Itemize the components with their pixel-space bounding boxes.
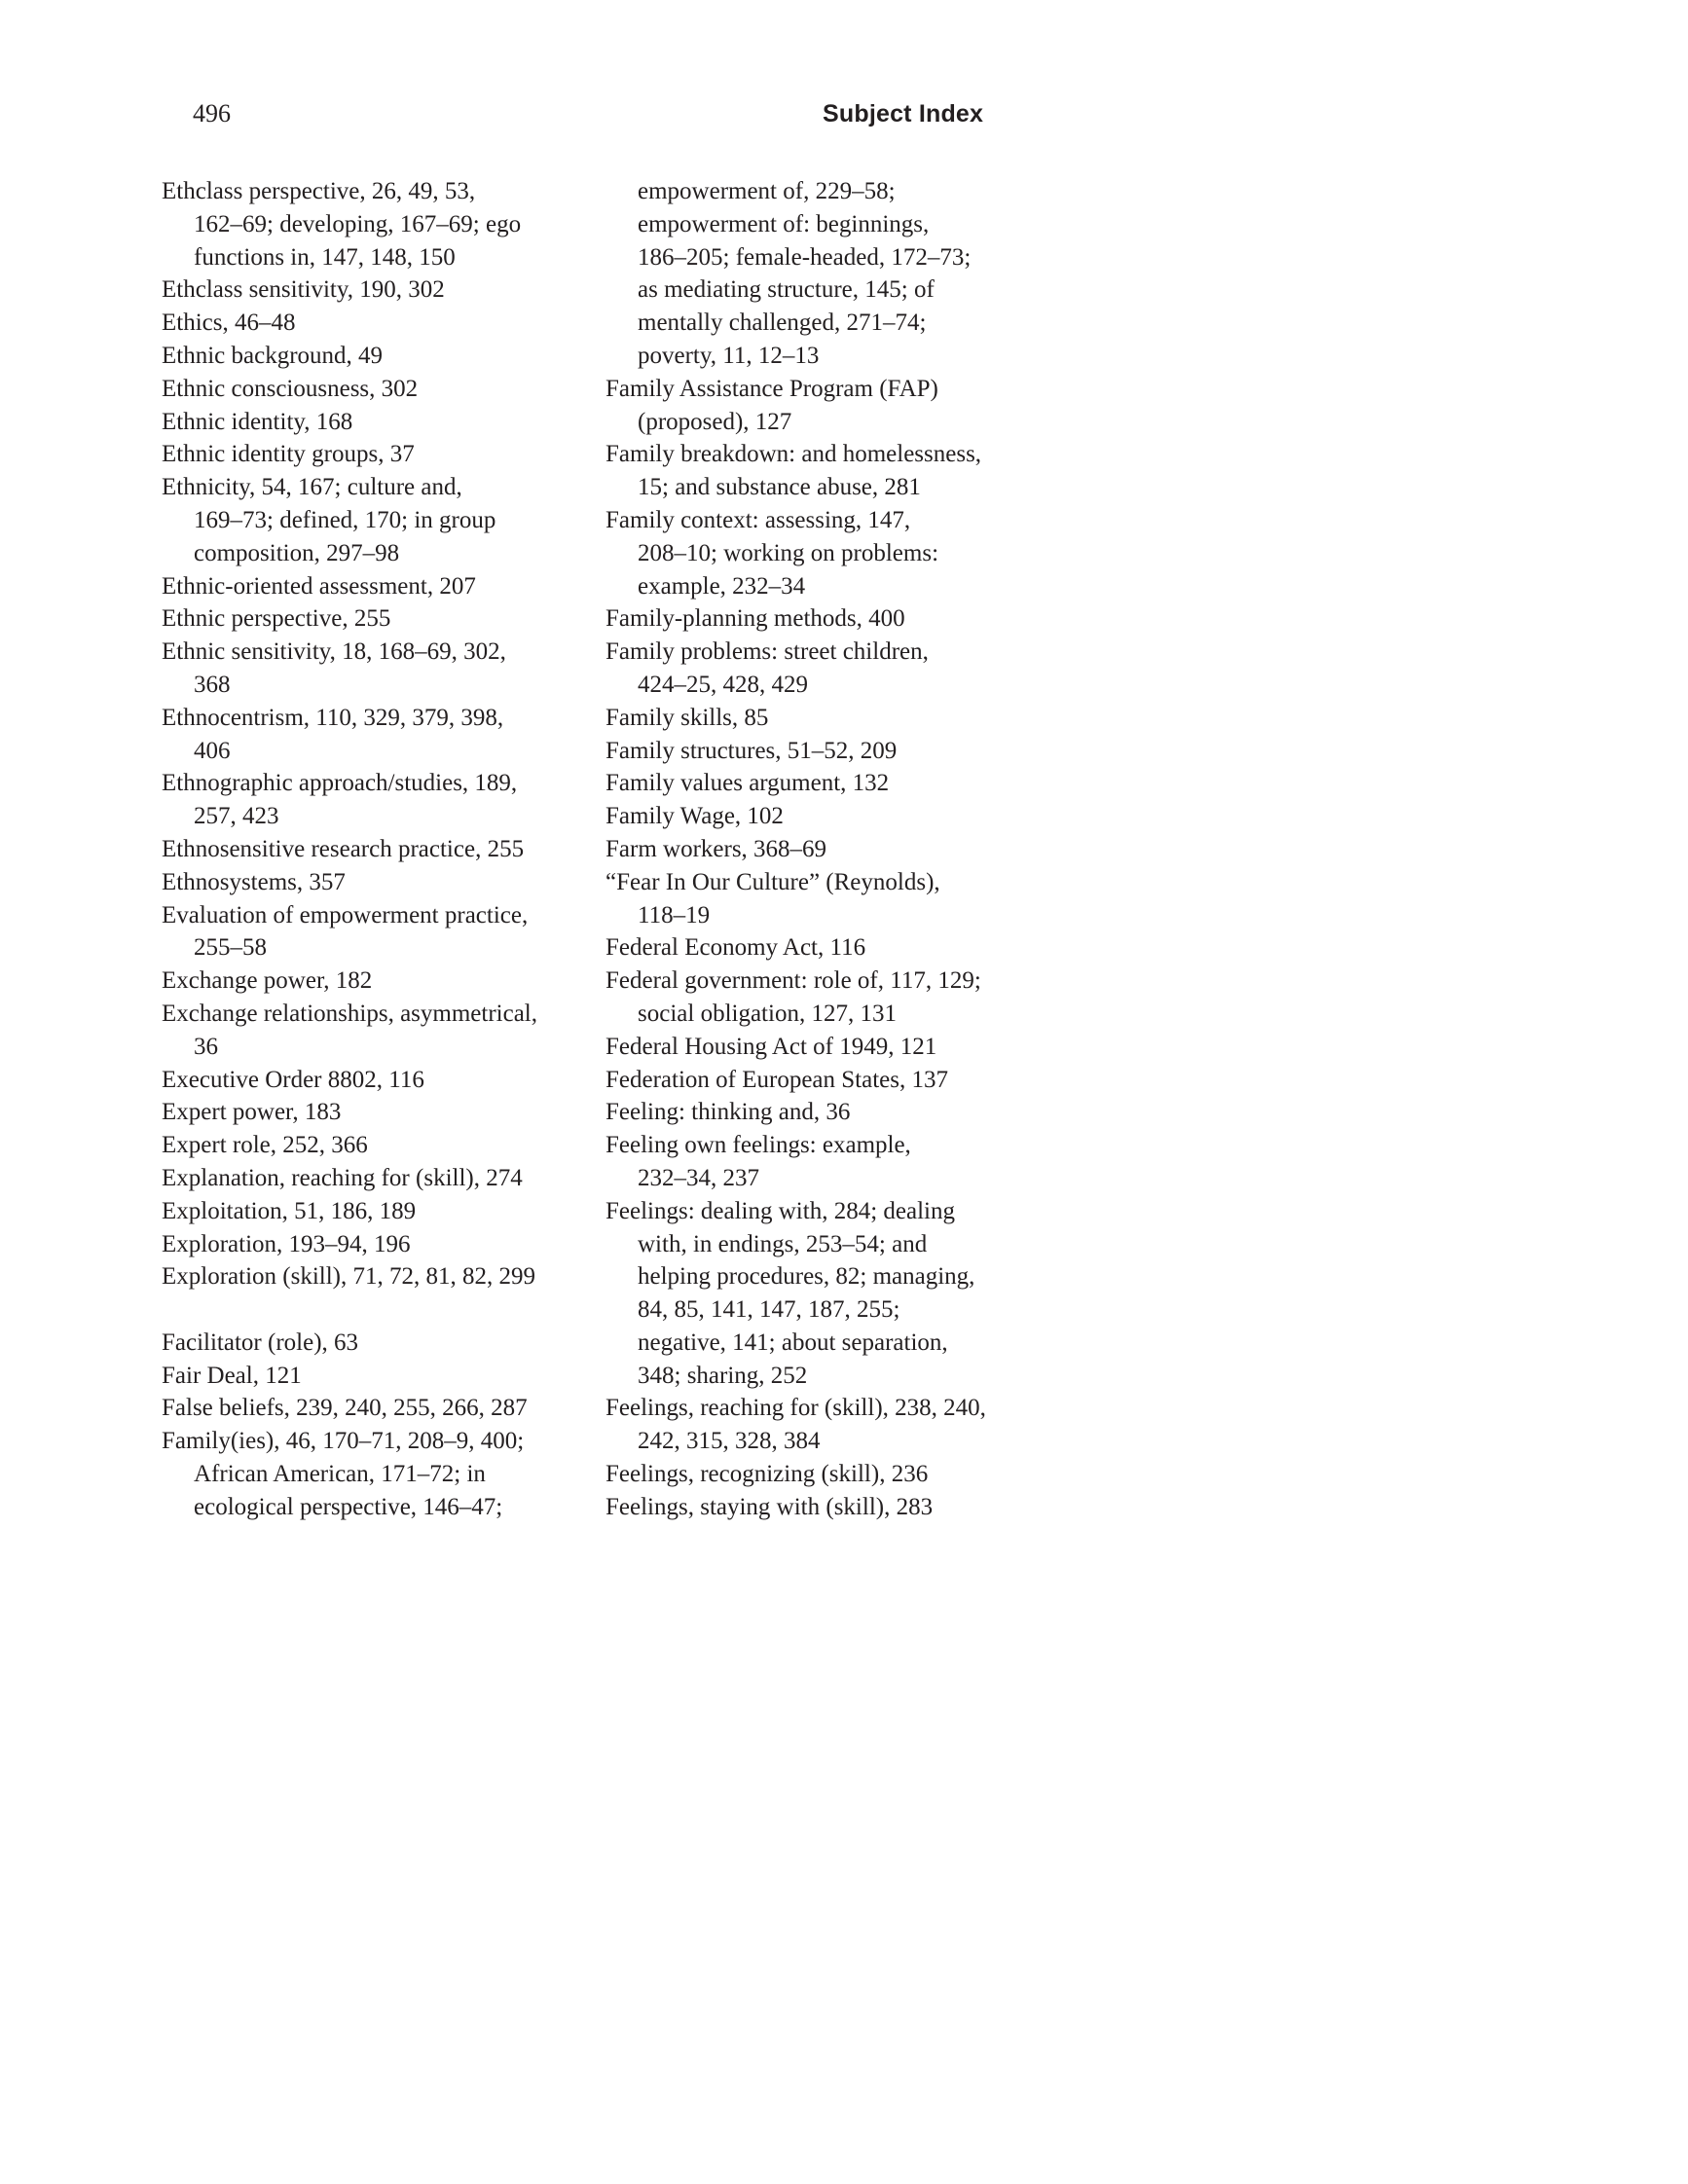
index-entry: Family Wage, 102 [605, 803, 784, 830]
index-entry: Ethnic consciousness, 302 [162, 375, 419, 402]
index-entry: Ethclass sensitivity, 190, 302 [162, 276, 445, 304]
index-entry: Family context: assessing, 147, 208–10; working on problems: example, 232–34 [605, 506, 939, 600]
index-entry: Feelings: dealing with, 284; dealing with, in endings, 253–54; and helping procedures, 82; managing, 84, 85, 141, 147, 187, 255; negative, 141; about separation, 348; sharing, 252 [605, 1197, 975, 1389]
index-entry: Exchange power, 182 [162, 967, 373, 995]
index-entry: Feelings, staying with (skill), 283 [605, 1493, 934, 1520]
index-entry: Federal government: role of, 117, 129; social obligation, 127, 131 [605, 967, 981, 1027]
index-entry: Ethnic perspective, 255 [162, 605, 391, 633]
index-column-left [162, 175, 570, 1524]
index-entry: Ethnographic approach/studies, 189, 257, 423 [162, 770, 518, 830]
index-entry: Feeling: thinking and, 36 [605, 1099, 851, 1126]
index-entry: Feelings, reaching for (skill), 238, 240, 242, 315, 328, 384 [605, 1395, 986, 1455]
index-entry: “Fear In Our Culture” (Reynolds), 118–19 [605, 868, 940, 928]
index-entry: Family Assistance Program (FAP) (proposed), 127 [605, 375, 938, 435]
index-entry-continuation: empowerment of, 229–58; empowerment of: beginnings, 186–205; female-headed, 172–73; as mediating structure, 145; of mentally challenged, 271–74; poverty, 11, 12–13 [638, 178, 972, 369]
index-entry: Feelings, recognizing (skill), 236 [605, 1461, 929, 1488]
index-entry: Executive Order 8802, 116 [162, 1066, 424, 1093]
page-number: 496 [193, 99, 231, 127]
index-entry: Family skills, 85 [605, 704, 769, 731]
index-entry: Farm workers, 368–69 [605, 835, 827, 862]
index-entry: Ethclass perspective, 26, 49, 53, 162–69; developing, 167–69; ego functions in, 147, 148, 150 [162, 178, 522, 271]
index-entry: Family breakdown: and homelessness, 15; and substance abuse, 281 [605, 441, 982, 501]
index-entry: Ethnocentrism, 110, 329, 379, 398, 406 [162, 704, 504, 764]
index-entry: Federation of European States, 137 [605, 1066, 948, 1093]
index-entry: Ethnic sensitivity, 18, 168–69, 302, 368 [162, 638, 506, 698]
index-entry: Explanation, reaching for (skill), 274 [162, 1164, 523, 1191]
index-entry: Ethnic identity groups, 37 [162, 441, 415, 468]
index-entry: Ethnosensitive research practice, 255 [162, 835, 525, 862]
index-entry: Family problems: street children, 424–25, 428, 429 [605, 638, 929, 698]
index-entry: Feeling own feelings: example, 232–34, 237 [605, 1132, 911, 1191]
index-entry: Facilitator (role), 63 [162, 1329, 359, 1356]
index-entry: Ethnic identity, 168 [162, 408, 353, 435]
index-entry: Ethnic background, 49 [162, 342, 384, 369]
index-entry: Expert role, 252, 366 [162, 1132, 368, 1159]
index-entry: Federal Economy Act, 116 [605, 934, 866, 962]
index-entry: Ethnicity, 54, 167; culture and, 169–73; defined, 170; in group composition, 297–98 [162, 474, 496, 566]
index-entry: Ethnic-oriented assessment, 207 [162, 572, 476, 600]
index-entry: Family-planning methods, 400 [605, 605, 905, 633]
index-entry: Family values argument, 132 [605, 770, 890, 797]
index-entry: Expert power, 183 [162, 1099, 342, 1126]
index-column-right [605, 175, 1014, 1524]
index-entry: False beliefs, 239, 240, 255, 266, 287 [162, 1395, 528, 1422]
index-entry: Evaluation of empowerment practice, 255–58 [162, 901, 529, 962]
index-entry: Exploration (skill), 71, 72, 81, 82, 299 [162, 1263, 535, 1291]
running-head: Subject Index [823, 100, 984, 127]
index-entry: Ethnosystems, 357 [162, 868, 346, 895]
index-entry: Fair Deal, 121 [162, 1362, 302, 1389]
index-entry: Ethics, 46–48 [162, 309, 296, 337]
index-entry: Exchange relationships, asymmetrical, 36 [162, 1000, 537, 1060]
index-entry: Family(ies), 46, 170–71, 208–9, 400; African American, 171–72; in ecological perspective, 146–47; [162, 1428, 525, 1520]
index-entry: Exploration, 193–94, 196 [162, 1230, 411, 1257]
index-entry: Federal Housing Act of 1949, 121 [605, 1033, 937, 1060]
index-entry: Exploitation, 51, 186, 189 [162, 1197, 417, 1224]
index-entry: Family structures, 51–52, 209 [605, 737, 898, 764]
